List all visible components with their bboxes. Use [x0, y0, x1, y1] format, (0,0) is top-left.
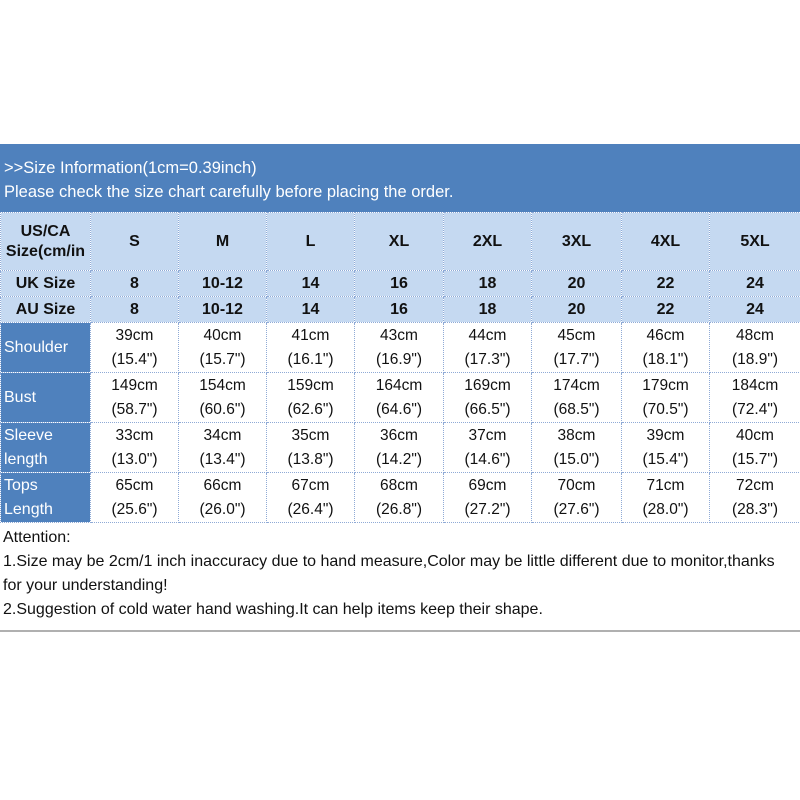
- measurement-cell: [710, 323, 800, 373]
- measurement-cell: [622, 423, 710, 473]
- measurement-cell: [91, 423, 179, 473]
- region-value: 16: [355, 297, 444, 323]
- size-header-row: [1, 213, 800, 271]
- inch-value: (14.2"): [376, 450, 422, 468]
- measurement-label-line: Length: [4, 500, 53, 518]
- measurement-cell: [91, 323, 179, 373]
- size-header: S: [91, 213, 179, 271]
- cm-value: 69cm: [468, 476, 507, 494]
- measurement-cell: [355, 423, 444, 473]
- region-label: AU Size: [1, 297, 91, 323]
- cm-value: 48cm: [736, 326, 774, 344]
- cm-value: 43cm: [380, 326, 418, 344]
- notes-title: Attention:: [3, 529, 71, 546]
- region-value: 20: [532, 271, 622, 297]
- measurement-cell: [91, 473, 179, 523]
- inch-value: (15.4"): [642, 450, 689, 468]
- inch-value: (25.6"): [111, 500, 158, 518]
- inch-value: (26.8"): [376, 500, 422, 518]
- cm-value: 179cm: [642, 376, 689, 394]
- cm-value: 149cm: [111, 376, 158, 394]
- cm-value: 65cm: [115, 476, 154, 494]
- inch-value: (18.9"): [732, 350, 778, 368]
- measurement-label-line: length: [4, 450, 48, 468]
- measurement-label: [1, 323, 91, 373]
- measurement-cell: [179, 423, 267, 473]
- region-value: 22: [622, 271, 710, 297]
- region-value: 10-12: [179, 297, 267, 323]
- measurement-cell: [355, 373, 444, 423]
- cm-value: 70cm: [557, 476, 596, 494]
- measurement-cell: [710, 473, 800, 523]
- size-header: L: [267, 213, 355, 271]
- size-header: M: [179, 213, 267, 271]
- inch-value: (60.6"): [199, 400, 246, 418]
- region-value: 24: [710, 271, 800, 297]
- cm-value: 38cm: [557, 426, 596, 444]
- cm-value: 35cm: [291, 426, 330, 444]
- region-value: 8: [91, 297, 179, 323]
- cm-value: 40cm: [203, 326, 242, 344]
- cm-value: 184cm: [731, 376, 779, 394]
- region-value: 18: [444, 297, 532, 323]
- cm-value: 66cm: [203, 476, 242, 494]
- inch-value: (70.5"): [642, 400, 689, 418]
- note-item: 1.Size may be 2cm/1 inch inaccuracy due to hand measure,Color may be little different due to monitor,thanks for your understanding!: [3, 553, 775, 594]
- cm-value: 39cm: [646, 426, 685, 444]
- cm-value: 169cm: [464, 376, 511, 394]
- attention-notes: [3, 526, 797, 622]
- size-header: 5XL: [710, 213, 800, 271]
- note-item: 2.Suggestion of cold water hand washing.It can help items keep their shape.: [3, 601, 543, 618]
- inch-value: (26.4"): [287, 500, 334, 518]
- measurement-label: [1, 373, 91, 423]
- inch-value: (15.7"): [732, 450, 778, 468]
- measurement-row: [1, 423, 800, 473]
- measurement-cell: [267, 373, 355, 423]
- inch-value: (13.4"): [199, 450, 246, 468]
- inch-value: (17.3"): [464, 350, 511, 368]
- measurement-label-line: Shoulder: [4, 338, 69, 356]
- inch-value: (18.1"): [642, 350, 689, 368]
- inch-value: (27.6"): [553, 500, 600, 518]
- inch-value: (15.4"): [111, 350, 158, 368]
- region-value: 8: [91, 271, 179, 297]
- region-label: UK Size: [1, 271, 91, 297]
- measurement-cell: [179, 323, 267, 373]
- inch-value: (66.5"): [464, 400, 511, 418]
- inch-value: (27.2"): [464, 500, 511, 518]
- measurement-label: [1, 423, 91, 473]
- inch-value: (72.4"): [732, 400, 778, 418]
- measurement-cell: [444, 323, 532, 373]
- corner-label-line: Size(cm/in: [5, 242, 86, 260]
- inch-value: (13.8"): [287, 450, 334, 468]
- measurement-cell: [532, 323, 622, 373]
- inch-value: (62.6"): [287, 400, 334, 418]
- cm-value: 33cm: [115, 426, 154, 444]
- measurement-cell: [267, 423, 355, 473]
- region-row: [1, 271, 800, 297]
- cm-value: 37cm: [468, 426, 507, 444]
- cm-value: 71cm: [646, 476, 685, 494]
- measurement-cell: [444, 423, 532, 473]
- measurement-cell: [91, 373, 179, 423]
- measurement-cell: [444, 473, 532, 523]
- cm-value: 159cm: [287, 376, 334, 394]
- cm-value: 36cm: [380, 426, 418, 444]
- measurement-cell: [267, 473, 355, 523]
- inch-value: (16.1"): [287, 350, 334, 368]
- corner-label: [1, 213, 91, 271]
- measurement-cell: [355, 473, 444, 523]
- measurement-cell: [710, 423, 800, 473]
- inch-value: (58.7"): [111, 400, 158, 418]
- measurement-cell: [355, 323, 444, 373]
- measurement-cell: [532, 473, 622, 523]
- size-header: 4XL: [622, 213, 710, 271]
- measurement-cell: [444, 373, 532, 423]
- cm-value: 67cm: [291, 476, 330, 494]
- cm-value: 154cm: [199, 376, 246, 394]
- inch-value: (17.7"): [553, 350, 600, 368]
- banner-title: >>Size Information(1cm=0.39inch): [4, 159, 257, 177]
- inch-value: (13.0"): [111, 450, 158, 468]
- cm-value: 41cm: [291, 326, 330, 344]
- measurement-cell: [179, 373, 267, 423]
- measurement-row: [1, 373, 800, 423]
- banner-subtitle: Please check the size chart carefully before placing the order.: [4, 183, 454, 201]
- measurement-cell: [532, 423, 622, 473]
- measurement-cell: [710, 373, 800, 423]
- measurement-label: [1, 473, 91, 523]
- region-value: 14: [267, 271, 355, 297]
- size-header: 2XL: [444, 213, 532, 271]
- measurement-cell: [622, 473, 710, 523]
- measurement-label-line: Bust: [4, 388, 37, 406]
- cm-value: 44cm: [468, 326, 507, 344]
- corner-label-line: US/CA: [20, 222, 71, 240]
- cm-value: 164cm: [375, 376, 423, 394]
- cm-value: 34cm: [203, 426, 242, 444]
- measurement-row: [1, 473, 800, 523]
- measurement-label-line: Sleeve: [4, 426, 53, 444]
- region-row: [1, 297, 800, 323]
- inch-value: (68.5"): [553, 400, 600, 418]
- region-value: 16: [355, 271, 444, 297]
- measurement-cell: [622, 373, 710, 423]
- measurement-cell: [267, 323, 355, 373]
- inch-value: (15.0"): [553, 450, 600, 468]
- inch-value: (15.7"): [199, 350, 246, 368]
- measurement-row: [1, 323, 800, 373]
- cm-value: 46cm: [646, 326, 685, 344]
- cm-value: 39cm: [115, 326, 154, 344]
- cm-value: 45cm: [557, 326, 596, 344]
- size-info-banner: [0, 146, 800, 212]
- inch-value: (16.9"): [376, 350, 422, 368]
- region-value: 22: [622, 297, 710, 323]
- size-table: [0, 212, 800, 523]
- region-value: 20: [532, 297, 622, 323]
- inch-value: (28.3"): [732, 500, 778, 518]
- region-value: 14: [267, 297, 355, 323]
- inch-value: (64.6"): [376, 400, 422, 418]
- measurement-label-line: Tops: [4, 476, 38, 494]
- inch-value: (26.0"): [199, 500, 246, 518]
- measurement-cell: [179, 473, 267, 523]
- size-header: XL: [355, 213, 444, 271]
- cm-value: 68cm: [380, 476, 418, 494]
- size-header: 3XL: [532, 213, 622, 271]
- measurement-cell: [622, 323, 710, 373]
- region-value: 24: [710, 297, 800, 323]
- cm-value: 40cm: [736, 426, 774, 444]
- region-value: 18: [444, 271, 532, 297]
- cm-value: 72cm: [736, 476, 774, 494]
- measurement-cell: [532, 373, 622, 423]
- inch-value: (14.6"): [464, 450, 511, 468]
- cm-value: 174cm: [553, 376, 600, 394]
- inch-value: (28.0"): [642, 500, 689, 518]
- region-value: 10-12: [179, 271, 267, 297]
